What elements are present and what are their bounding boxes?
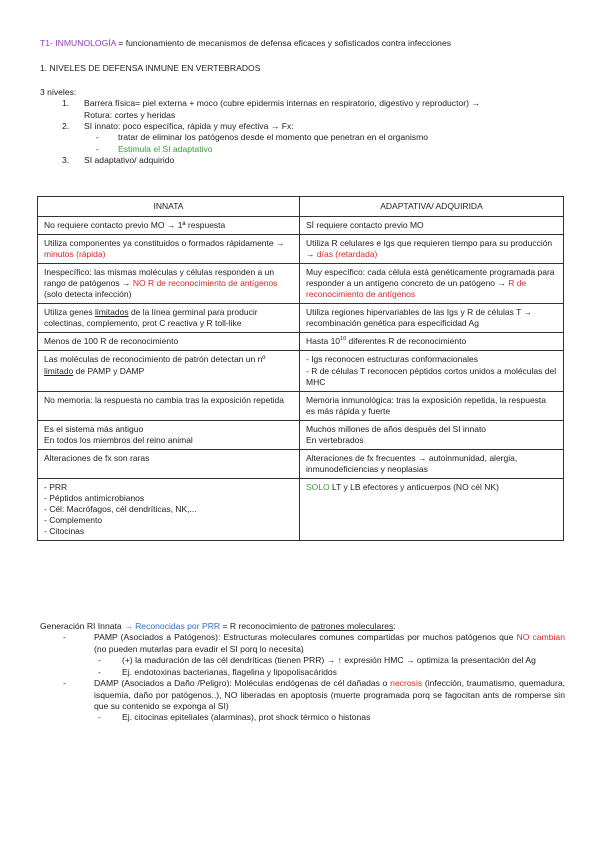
cell-line: - R de células T reconocen péptidos cortos unidos a moléculas del MHC (306, 365, 557, 387)
comparison-table (37, 196, 564, 541)
cell-text: Utiliza R celulares e Igs que requieren tiempo para su producción → (306, 238, 553, 260)
bullet-mark: - (98, 655, 101, 666)
level-2-bullet-1 (40, 132, 570, 143)
table-row (38, 478, 564, 540)
level-1-continuation: Rotura: cortes y heridas (84, 109, 176, 120)
table-header-row (38, 197, 564, 217)
cell-adaptativa-receptor-count (300, 333, 564, 351)
cell-line: Muchos millones de años después del SI innato (306, 423, 487, 434)
lead-highlight: Reconocidas por PRR (135, 621, 221, 631)
level-1-number: 1. (62, 98, 70, 109)
table-row (38, 304, 564, 333)
cell-line: - Péptidos antimicrobianos (44, 492, 145, 503)
cell-line: En vertebrados (306, 434, 364, 445)
pamp-item (40, 632, 565, 655)
bullet-mark: - (98, 666, 101, 677)
cell-innata-components (38, 478, 300, 540)
level-2-bullet-2-text: Estimula el SI adaptativo (118, 143, 213, 154)
receptor-highlight: R de reconocimiento de antígenos (306, 278, 527, 300)
table-row (38, 351, 564, 391)
cell-adaptativa-speed (300, 235, 564, 264)
cell-line: Es el sistema más antiguo (44, 423, 144, 434)
levels-intro: 3 niveles: (40, 87, 77, 97)
cell-adaptativa-contact: SÍ requiere contacto previo MO (300, 217, 564, 235)
pamp-text: PAMP (Asociados a Patógenos): Estructuras moleculares comunes compartidas por muchos patógenos que (94, 632, 517, 643)
solo-highlight: SOLO (306, 481, 330, 492)
level-3-text: SI adaptativo/ adquirido (84, 155, 175, 166)
level-2-bullet-2 (40, 144, 570, 155)
speed-highlight: minutos (rápida) (44, 249, 106, 260)
speed-highlight: días (retardada) (316, 249, 378, 260)
lead-text: = R reconocimiento de (220, 621, 312, 631)
damp-text: (infección, traumatismo, quemadura, isquemia, daño por patógenos..), NO liberadas en apoptosis (muerte programada porq se fagocitan ants de romperse sin que su contenido se exponga al SI) (94, 678, 565, 711)
document-title (40, 38, 451, 49)
cell-line: - Citocinas (44, 526, 85, 537)
table-row (38, 264, 564, 304)
cell-text: (solo detecta infección) (44, 289, 132, 300)
cell-innata-specificity (38, 264, 300, 304)
cell-innata-pattern (38, 351, 300, 391)
pamp-sub-1 (40, 655, 565, 666)
damp-sub-1 (40, 712, 565, 723)
cell-text: de PAMP y DAMP (73, 365, 145, 376)
cell-line: En todos los miembros del reino animal (44, 434, 193, 445)
level-2 (40, 121, 570, 132)
level-3-number: 3. (62, 155, 70, 166)
cell-text: Utiliza genes (44, 307, 96, 318)
cell-adaptativa-specificity (300, 264, 564, 304)
cell-innata-memory: No memoria: la respuesta no cambia tras la exposición repetida (38, 391, 300, 420)
cell-adaptativa-memory: Memoria inmunológica: tras la exposición repetida, la respuesta es más rápida y fuerte (300, 391, 564, 420)
pamp-highlight: NO cambian (516, 632, 565, 643)
cell-innata-genes (38, 304, 300, 333)
table-row (38, 391, 564, 420)
level-2-bullet-1-text: tratar de eliminar los patógenos desde el momento que penetran en el organismo (118, 132, 429, 143)
cell-text: Utiliza componentes ya constituidos o formados rápidamente → (44, 238, 285, 249)
cell-adaptativa-genes: Utiliza regiones hipervariables de las Igs y R de células T → recombinación genética para especificidad Ag (300, 304, 564, 333)
underlined-word: limitados (95, 307, 129, 318)
lead-underlined: patrones moleculares (311, 621, 394, 631)
table-row (38, 449, 564, 478)
level-3 (40, 155, 570, 166)
header-innata: INNATA (38, 197, 300, 217)
table-row (38, 235, 564, 264)
generation-lead (40, 621, 565, 632)
bullet-mark: - (63, 678, 66, 689)
cell-innata-alterations: Alteraciones de fx son raras (38, 449, 300, 478)
cell-text: diferentes R de reconocimiento (346, 336, 467, 347)
table-row (38, 333, 564, 351)
damp-highlight: necrosis (390, 678, 423, 689)
bullet-mark: - (63, 632, 66, 643)
table-row (38, 217, 564, 235)
pamp-sub-2 (40, 667, 565, 678)
exponent: 10 (340, 336, 347, 343)
cell-line: - Complemento (44, 515, 103, 526)
level-2-number: 2. (62, 121, 70, 132)
cell-adaptativa-components (300, 478, 564, 540)
cell-text: Inespecífico: las mismas moléculas y células responden a un rango de patógenos → (44, 267, 275, 289)
pamp-sub-text: Ej. endotoxinas bacterianas, flagelina y lipopolisacáridos (122, 666, 337, 677)
pamp-text: (no pueden mutarlas para evadir el SI porq lo necesita) (94, 643, 304, 654)
level-1-text: Barrera física= piel externa + moco (cubre epidermis internas en respiratorio, digestivo y reproductor) → (84, 98, 480, 109)
receptor-highlight: NO R de reconocimiento de antígenos (132, 278, 278, 289)
cell-innata-receptor-count: Menos de 100 R de reconocimiento (38, 333, 300, 351)
cell-text: Hasta 10 (306, 336, 341, 347)
lead-arrow: → (124, 621, 136, 631)
damp-sub-text: Ej. citocinas epiteliales (alarminas), prot shock térmico o histonas (122, 712, 371, 723)
bullet-mark: - (96, 143, 99, 154)
cell-innata-age (38, 420, 300, 449)
cell-line: - PRR (44, 481, 68, 492)
level-1 (40, 98, 570, 109)
cell-line: - Cél: Macrófagos, cél dendríticas, NK,... (44, 503, 197, 514)
lead-text: Generación RI Innata (40, 621, 125, 631)
cell-innata-speed (38, 235, 300, 264)
cell-innata-contact: No requiere contacto previo MO → 1ª respuesta (38, 217, 300, 235)
generation-section (40, 621, 565, 724)
cell-text: Las moléculas de reconocimiento de patrón detectan un nº (44, 354, 266, 365)
damp-item (40, 678, 565, 712)
underlined-word: limitado (44, 365, 74, 376)
section-heading: 1. NIVELES DE DEFENSA INMUNE EN VERTEBRADOS (40, 63, 261, 73)
bullet-mark: - (96, 132, 99, 143)
bullet-mark: - (98, 712, 101, 723)
cell-line: - Igs reconocen estructuras conformacionales (306, 354, 478, 365)
cell-text: Muy específico: cada célula está genéticamente programada para responder a un antígeno concreto de un patógeno → (306, 267, 555, 289)
title-topic-code: T1- INMUNOLOGÍA (40, 38, 116, 48)
cell-adaptativa-pattern (300, 351, 564, 391)
damp-text: DAMP (Asociados a Daño /Peligro): Moléculas endógenas de cél dañadas o (94, 678, 391, 689)
header-adaptativa: ADAPTATIVA/ ADQUIRIDA (300, 197, 564, 217)
title-definition: = funcionamiento de mecanismos de defensa eficaces y sofisticados contra infecciones (115, 38, 452, 48)
cell-adaptativa-age (300, 420, 564, 449)
cell-adaptativa-alterations: Alteraciones de fx frecuentes → autoinmunidad, alergia, inmunodeficiencias y neoplasias (300, 449, 564, 478)
table-row (38, 420, 564, 449)
cell-text: LT y LB efectores y anticuerpos (NO cél NK) (329, 481, 499, 492)
cell-text: de la línea germinal para producir colectinas, complemento, prot C reactiva y R toll-like (44, 307, 258, 329)
pamp-sub-text: (+) la maduración de las cél dendríticas (tienen PRR) → ↑ expresión HMC → optimiza la presentación del Ag (122, 655, 536, 666)
levels-list (40, 87, 570, 166)
lead-text: : (393, 621, 396, 631)
level-2-text: SI innato: poco específica, rápida y muy efectiva → Fx: (84, 121, 294, 132)
